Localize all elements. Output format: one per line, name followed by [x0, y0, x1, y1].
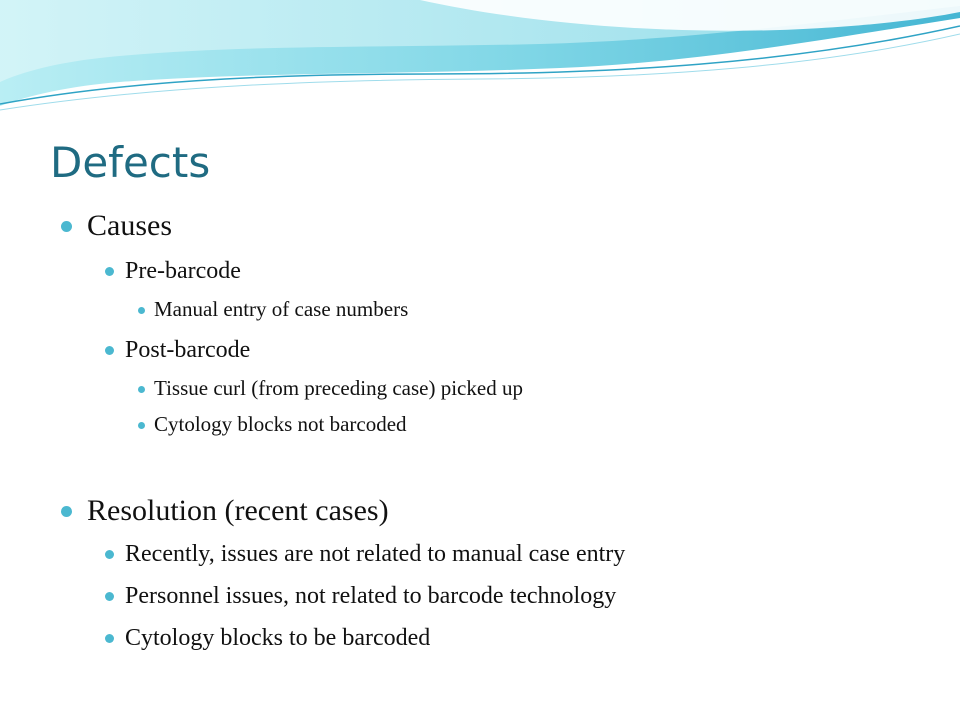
bullet-resolution-text: Resolution (recent cases) — [87, 494, 389, 527]
bullet-personnel — [125, 582, 616, 610]
wave-header-decoration — [0, 0, 960, 120]
bullet-pre-barcode — [125, 257, 241, 285]
bullet-dot-icon — [105, 634, 114, 643]
bullet-dot-icon — [138, 307, 145, 314]
bullet-dot-icon — [61, 506, 72, 517]
bullet-dot-icon — [138, 422, 145, 429]
bullet-tissue-curl — [154, 376, 523, 400]
bullet-dot-icon — [105, 550, 114, 559]
bullet-post-barcode — [125, 336, 250, 364]
bullet-causes-text: Causes — [87, 209, 172, 242]
bullet-resolution — [87, 494, 389, 528]
bullet-pre-barcode-text: Pre-barcode — [125, 258, 241, 284]
bullet-manual-entry — [154, 297, 408, 321]
bullet-cytology-not-barcoded — [154, 412, 407, 436]
bullet-dot-icon — [138, 386, 145, 393]
bullet-post-barcode-text: Post-barcode — [125, 337, 251, 363]
bullet-cytology-to-barcode-text: Cytology blocks to be barcoded — [125, 625, 431, 651]
bullet-personnel-text: Personnel issues, not related to barcode technology — [125, 583, 617, 609]
bullet-cytology-to-barcode — [125, 624, 430, 652]
bullet-recently-text: Recently, issues are not related to manual case entry — [125, 541, 626, 567]
slide-title: Defects — [50, 138, 211, 187]
bullet-causes — [87, 209, 172, 243]
bullet-dot-icon — [61, 221, 72, 232]
bullet-tissue-curl-text: Tissue curl (from preceding case) picked up — [154, 376, 523, 400]
bullet-recently — [125, 540, 625, 568]
bullet-dot-icon — [105, 592, 114, 601]
bullet-dot-icon — [105, 267, 114, 276]
bullet-manual-entry-text: Manual entry of case numbers — [154, 297, 409, 321]
bullet-dot-icon — [105, 346, 114, 355]
bullet-cytology-not-barcoded-text: Cytology blocks not barcoded — [154, 412, 407, 436]
